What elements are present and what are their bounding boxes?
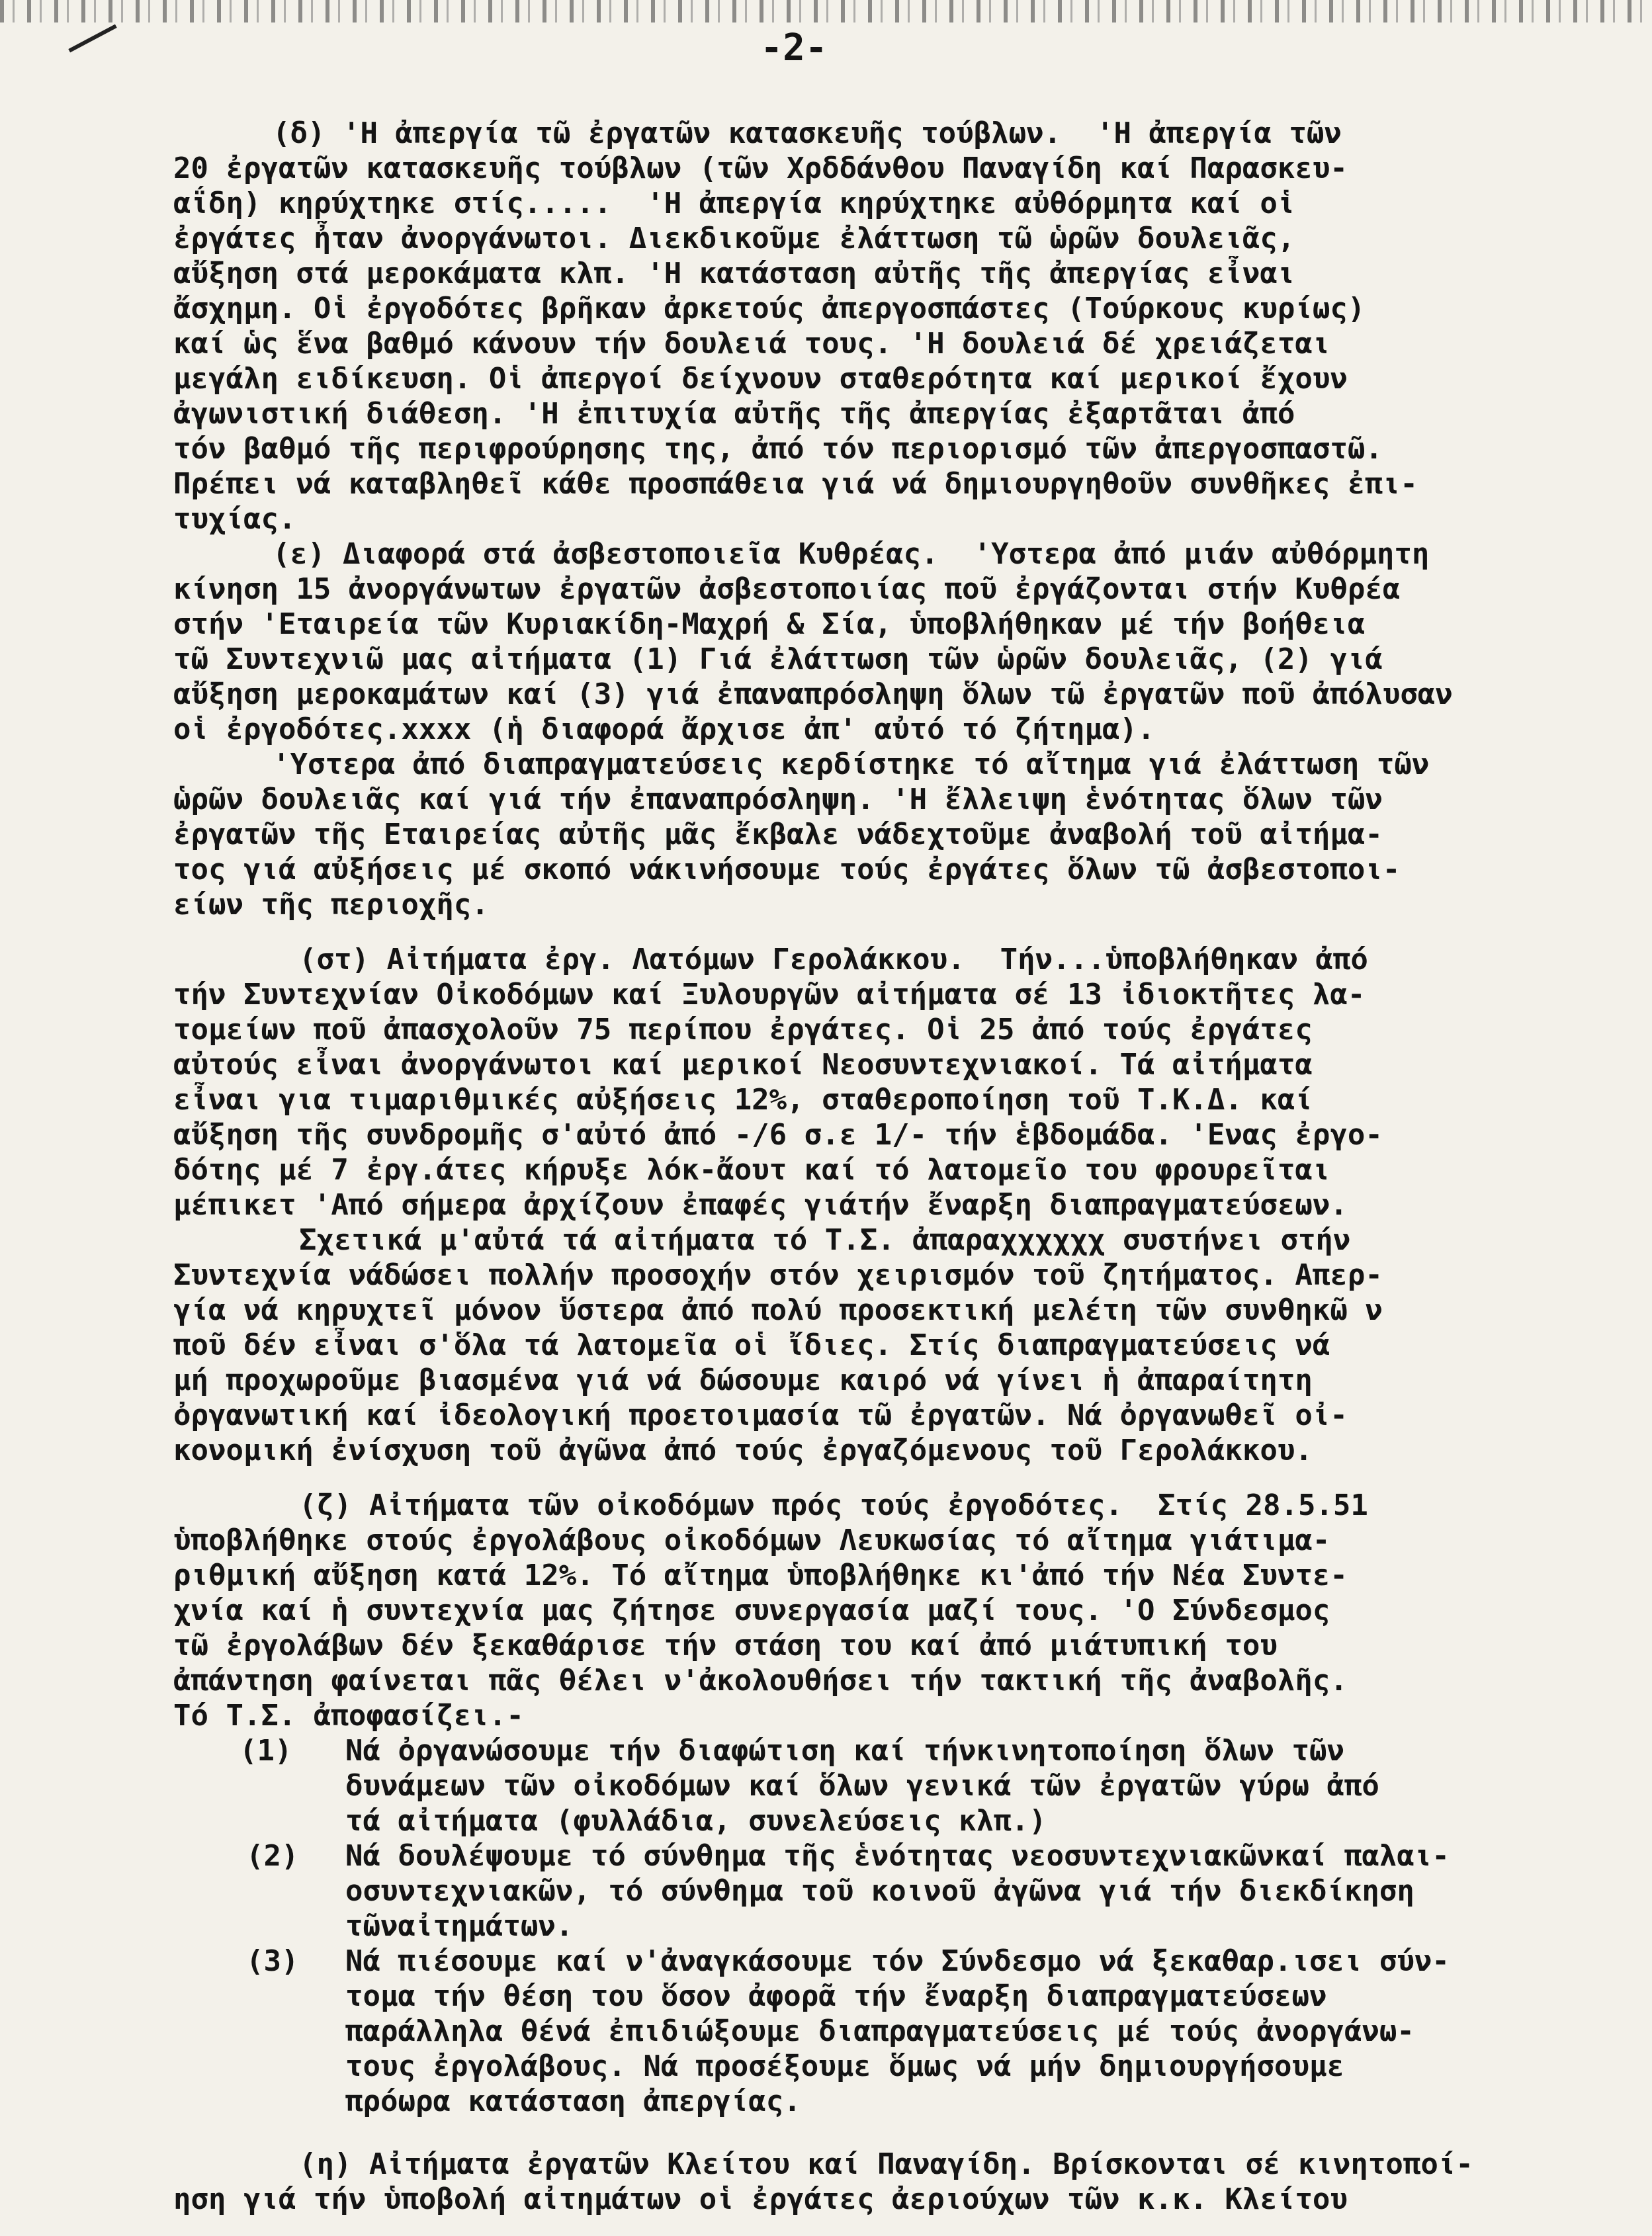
paragraph-gap — [173, 1468, 1602, 1488]
section-d — [173, 116, 1602, 537]
list-item-number: (3) — [246, 1944, 299, 1978]
text-line: ἐργατῶν τῆς Εταιρείας αὐτῆς μᾶς ἔκβαλε νάδεχτοῦμε ἀναβολή τοῦ αἰτήμα- — [173, 818, 1383, 851]
list-item-text: Νά δουλέψουμε τό σύνθημα τῆς ἑνότητας νεοσυντεχνιακῶνκαί παλαι- — [345, 1839, 1450, 1873]
text-line: (ε) Διαφορά στά ἀσβεστοποιεῖα Κυθρέας. 'Υστερα ἀπό μιάν αὐθόρμητη — [273, 537, 1430, 571]
text-line: αὐτούς εἶναι ἀνοργάνωτοι καί μερικοί Νεοσυντεχνιακοί. Τά αἰτήματα — [173, 1048, 1313, 1082]
text-line: ηση γιά τήν ὑποβολή αἰτημάτων οἱ ἐργάτες ἀεριούχων τῶν κ.κ. Κλείτου — [173, 2182, 1348, 2216]
text-line: αὔξηση στά μεροκάματα κλπ. 'Η κατάσταση αὐτῆς τῆς ἀπεργίας εἶναι — [173, 257, 1295, 290]
text-line: κίνηση 15 ἀνοργάνωτων ἐργατῶν ἀσβεστοποιίας ποῦ ἐργάζονται στήν Κυθρέα — [173, 572, 1401, 606]
text-line: παράλληλα θένά ἐπιδιώξουμε διαπραγματεύσεις μέ τούς ἀνοργάνω- — [345, 2014, 1414, 2048]
text-line: (ζ) Αἰτήματα τῶν οἰκοδόμων πρός τούς ἐργοδότες. Στίς 28.5.51 — [299, 1488, 1368, 1522]
text-line: μεγάλη ειδίκευση. Οἱ ἀπεργοί δείχνουν σταθερότητα καί μερικοί ἔχουν — [173, 362, 1348, 396]
text-line: τήν Συντεχνίαν Οἰκοδόμων καί Ξυλουργῶν αἰτήματα σέ 13 ἰδιοκτῆτες λα- — [173, 978, 1366, 1011]
text-line: ποῦ δέν εἶναι σ'ὅλα τά λατομεῖα οἱ ἴδιες. Στίς διαπραγματεύσεις νά — [173, 1328, 1330, 1362]
text-line — [173, 1733, 1602, 1768]
text-line: τυχίας. — [173, 502, 296, 536]
text-line: 'Υστερα ἀπό διαπραγματεύσεις κερδίστηκε τό αἴτημα γιά ἐλάττωση τῶν — [273, 748, 1430, 781]
text-line: Συντεχνία νάδώσει πολλήν προσοχήν στόν χειρισμόν τοῦ ζητήματος. Απερ- — [173, 1258, 1383, 1292]
section-z — [173, 1488, 1602, 2119]
text-line: τά αἰτήματα (φυλλάδια, συνελεύσεις κλπ.) — [345, 1804, 1047, 1838]
list-item — [173, 1838, 1602, 1944]
text-line: ριθμική αὔξηση κατά 12%. Τό αἴτημα ὑποβλήθηκε κι'ἀπό τήν Νέα Συντε- — [173, 1559, 1348, 1592]
text-line: καί ὡς ἕνα βαθμό κάνουν τήν δουλειά τους. 'Η δουλειά δέ χρειάζεται — [173, 327, 1330, 361]
paragraph-gap — [173, 922, 1602, 942]
text-line: τόν βαθμό τῆς περιφρούρησης της, ἀπό τόν περιορισμό τῶν ἀπεργοσπαστῶ. — [173, 432, 1383, 466]
list-item-number: (2) — [246, 1839, 299, 1873]
page-number: -2- — [760, 26, 828, 69]
text-line: οσυντεχνιακῶν, τό σύνθημα τοῦ κοινοῦ ἀγῶνα γιά τήν διεκδίκηση — [345, 1874, 1414, 1908]
pen-mark — [68, 24, 116, 53]
text-line: κονομική ἐνίσχυση τοῦ ἀγῶνα ἀπό τούς ἐργαζόμενους τοῦ Γερολάκκου. — [173, 1434, 1313, 1467]
scan-noise-top — [0, 0, 1652, 22]
text-line: ἐργάτες ἦταν ἀνοργάνωτοι. Διεκδικοῦμε ἐλάττωση τῶ ὡρῶν δουλειᾶς, — [173, 222, 1295, 255]
text-line: τους ἐργολάβους. Νά προσέξουμε ὅμως νά μήν δημιουργήσουμε — [345, 2049, 1344, 2083]
text-line: 20 ἐργατῶν κατασκευῆς τούβλων (τῶν Χρδδάνθου Παναγίδη καί Παρασκευ- — [173, 151, 1348, 185]
text-line: δυνάμεων τῶν οἰκοδόμων καί ὅλων γενικά τῶν ἐργατῶν γύρω ἀπό — [345, 1769, 1379, 1803]
text-line: ἄσχημη. Οἱ ἐργοδότες βρῆκαν ἀρκετούς ἀπεργοσπάστες (Τούρκους κυρίως) — [173, 292, 1366, 325]
list-item-text: Νά ὀργανώσουμε τήν διαφώτιση καί τήνκινητοποίηση ὅλων τῶν — [345, 1734, 1344, 1768]
text-line: αΐδη) κηρύχτηκε στίς..... 'Η ἀπεργία κηρύχτηκε αὐθόρμητα καί οἱ — [173, 187, 1295, 220]
text-line: οἱ ἐργοδότες.xxxx (ἡ διαφορά ἄρχισε ἀπ' αὐτό τό ζήτημα). — [173, 712, 1155, 746]
list-item-number: (1) — [239, 1734, 292, 1768]
text-line: ὑποβλήθηκε στούς ἐργολάβους οἰκοδόμων Λευκωσίας τό αἴτημα γιάτιμα- — [173, 1524, 1330, 1557]
text-line: ἀπάντηση φαίνεται πᾶς θέλει ν'ἀκολουθήσει τήν τακτική τῆς ἀναβολῆς. — [173, 1664, 1348, 1698]
text-line: (η) Αἰτήματα ἐργατῶν Κλείτου καί Παναγίδη. Βρίσκονται σέ κινητοποί- — [299, 2147, 1473, 2181]
section-e — [173, 537, 1602, 922]
text-line: χνία καί ἡ συντεχνία μας ζήτησε συνεργασία μαζί τους. 'Ο Σύνδεσμος — [173, 1594, 1330, 1627]
text-line: τῶ ἐργολάβων δέν ξεκαθάρισε τήν στάση του καί ἀπό μιάτυπική του — [173, 1629, 1278, 1662]
text-line: αὔξηση τῆς συνδρομῆς σ'αὐτό ἀπό -/6 σ.ε 1/- τήν ἑβδομάδα. 'Ενας ἐργο- — [173, 1118, 1383, 1152]
section-h — [173, 2147, 1602, 2217]
text-line: τομα τήν θέση του ὅσον ἀφορᾶ τήν ἔναρξη διαπραγματεύσεων — [345, 1979, 1327, 2013]
section-st — [173, 942, 1602, 1468]
text-line: Πρέπει νά καταβληθεῖ κάθε προσπάθεια γιά νά δημιουργηθοῦν συνθῆκες ἐπι- — [173, 467, 1418, 501]
list-item — [173, 1733, 1602, 1838]
text-line: Τό Τ.Σ. ἀποφασίζει.- — [173, 1699, 524, 1733]
text-line: (στ) Αἰτήματα ἐργ. Λατόμων Γερολάκκου. Τήν...ὑποβλήθηκαν ἀπό — [299, 943, 1368, 976]
text-line — [173, 1944, 1602, 1979]
text-line: εἶναι για τιμαριθμικές αὐξήσεις 12%, σταθεροποίηση τοῦ Τ.Κ.Δ. καί — [173, 1083, 1313, 1117]
document-body — [173, 116, 1602, 2217]
text-line: (δ) 'Η ἀπεργία τῶ ἐργατῶν κατασκευῆς τούβλων. 'Η ἀπεργία τῶν — [273, 116, 1342, 150]
text-line — [173, 1838, 1602, 1873]
text-line: ἀγωνιστική διάθεση. 'Η ἐπιτυχία αὐτῆς τῆς ἀπεργίας ἐξαρτᾶται ἀπό — [173, 397, 1295, 431]
text-line: τος γιά αὐξήσεις μέ σκοπό νάκινήσουμε τούς ἐργάτες ὅλων τῶ ἀσβεστοποι- — [173, 853, 1401, 886]
text-line: γία νά κηρυχτεῖ μόνον ὕστερα ἀπό πολύ προσεκτική μελέτη τῶν συνθηκῶ ν — [173, 1293, 1383, 1327]
text-line: Σχετικά μ'αὐτά τά αἰτήματα τό Τ.Σ. ἀπαραχχχχχχ συστήνει στήν — [299, 1223, 1351, 1257]
text-line: στήν 'Εταιρεία τῶν Κυριακίδη-Μαχρή & Σία, ὑποβλήθηκαν μέ τήν βοήθεια — [173, 607, 1366, 641]
list-item — [173, 1944, 1602, 2119]
text-line: τομείων ποῦ ἀπασχολοῦν 75 περίπου ἐργάτες. Οἱ 25 ἀπό τούς ἐργάτες — [173, 1013, 1313, 1047]
text-line: είων τῆς περιοχῆς. — [173, 888, 489, 922]
text-line: τῶναἰτημάτων. — [345, 1909, 574, 1943]
paragraph-gap — [173, 2119, 1602, 2147]
text-line: ὡρῶν δουλειᾶς καί γιά τήν ἐπαναπρόσληψη. 'Η ἔλλειψη ἑνότητας ὅλων τῶν — [173, 783, 1383, 816]
list-item-text: Νά πιέσουμε καί ν'ἀναγκάσουμε τόν Σύνδεσμο νά ξεκαθαρ.ισει σύν- — [345, 1944, 1450, 1978]
text-line: μέπικετ 'Από σήμερα ἀρχίζουν ἐπαφές γιάτήν ἔναρξη διαπραγματεύσεων. — [173, 1188, 1348, 1222]
text-line: δότης μέ 7 ἐργ.άτες κήρυξε λόκ-ἄουτ καί τό λατομεῖο του φρουρεῖται — [173, 1153, 1330, 1187]
text-line: πρόωρα κατάσταση ἀπεργίας. — [345, 2085, 801, 2118]
text-line: μή προχωροῦμε βιασμένα γιά νά δώσουμε καιρό νά γίνει ἡ ἀπαραίτητη — [173, 1363, 1313, 1397]
text-line: τῶ Συντεχνιῶ μας αἰτήματα (1) Γιά ἐλάττωση τῶν ὡρῶν δουλειᾶς, (2) γιά — [173, 642, 1383, 676]
text-line: ὀργανωτική καί ἰδεολογική προετοιμασία τῶ ἐργατῶν. Νά ὀργανωθεῖ οἰ- — [173, 1398, 1348, 1432]
text-line: αὔξηση μεροκαμάτων καί (3) γιά ἐπαναπρόσληψη ὅλων τῶ ἐργατῶν ποῦ ἀπόλυσαν — [173, 677, 1453, 711]
